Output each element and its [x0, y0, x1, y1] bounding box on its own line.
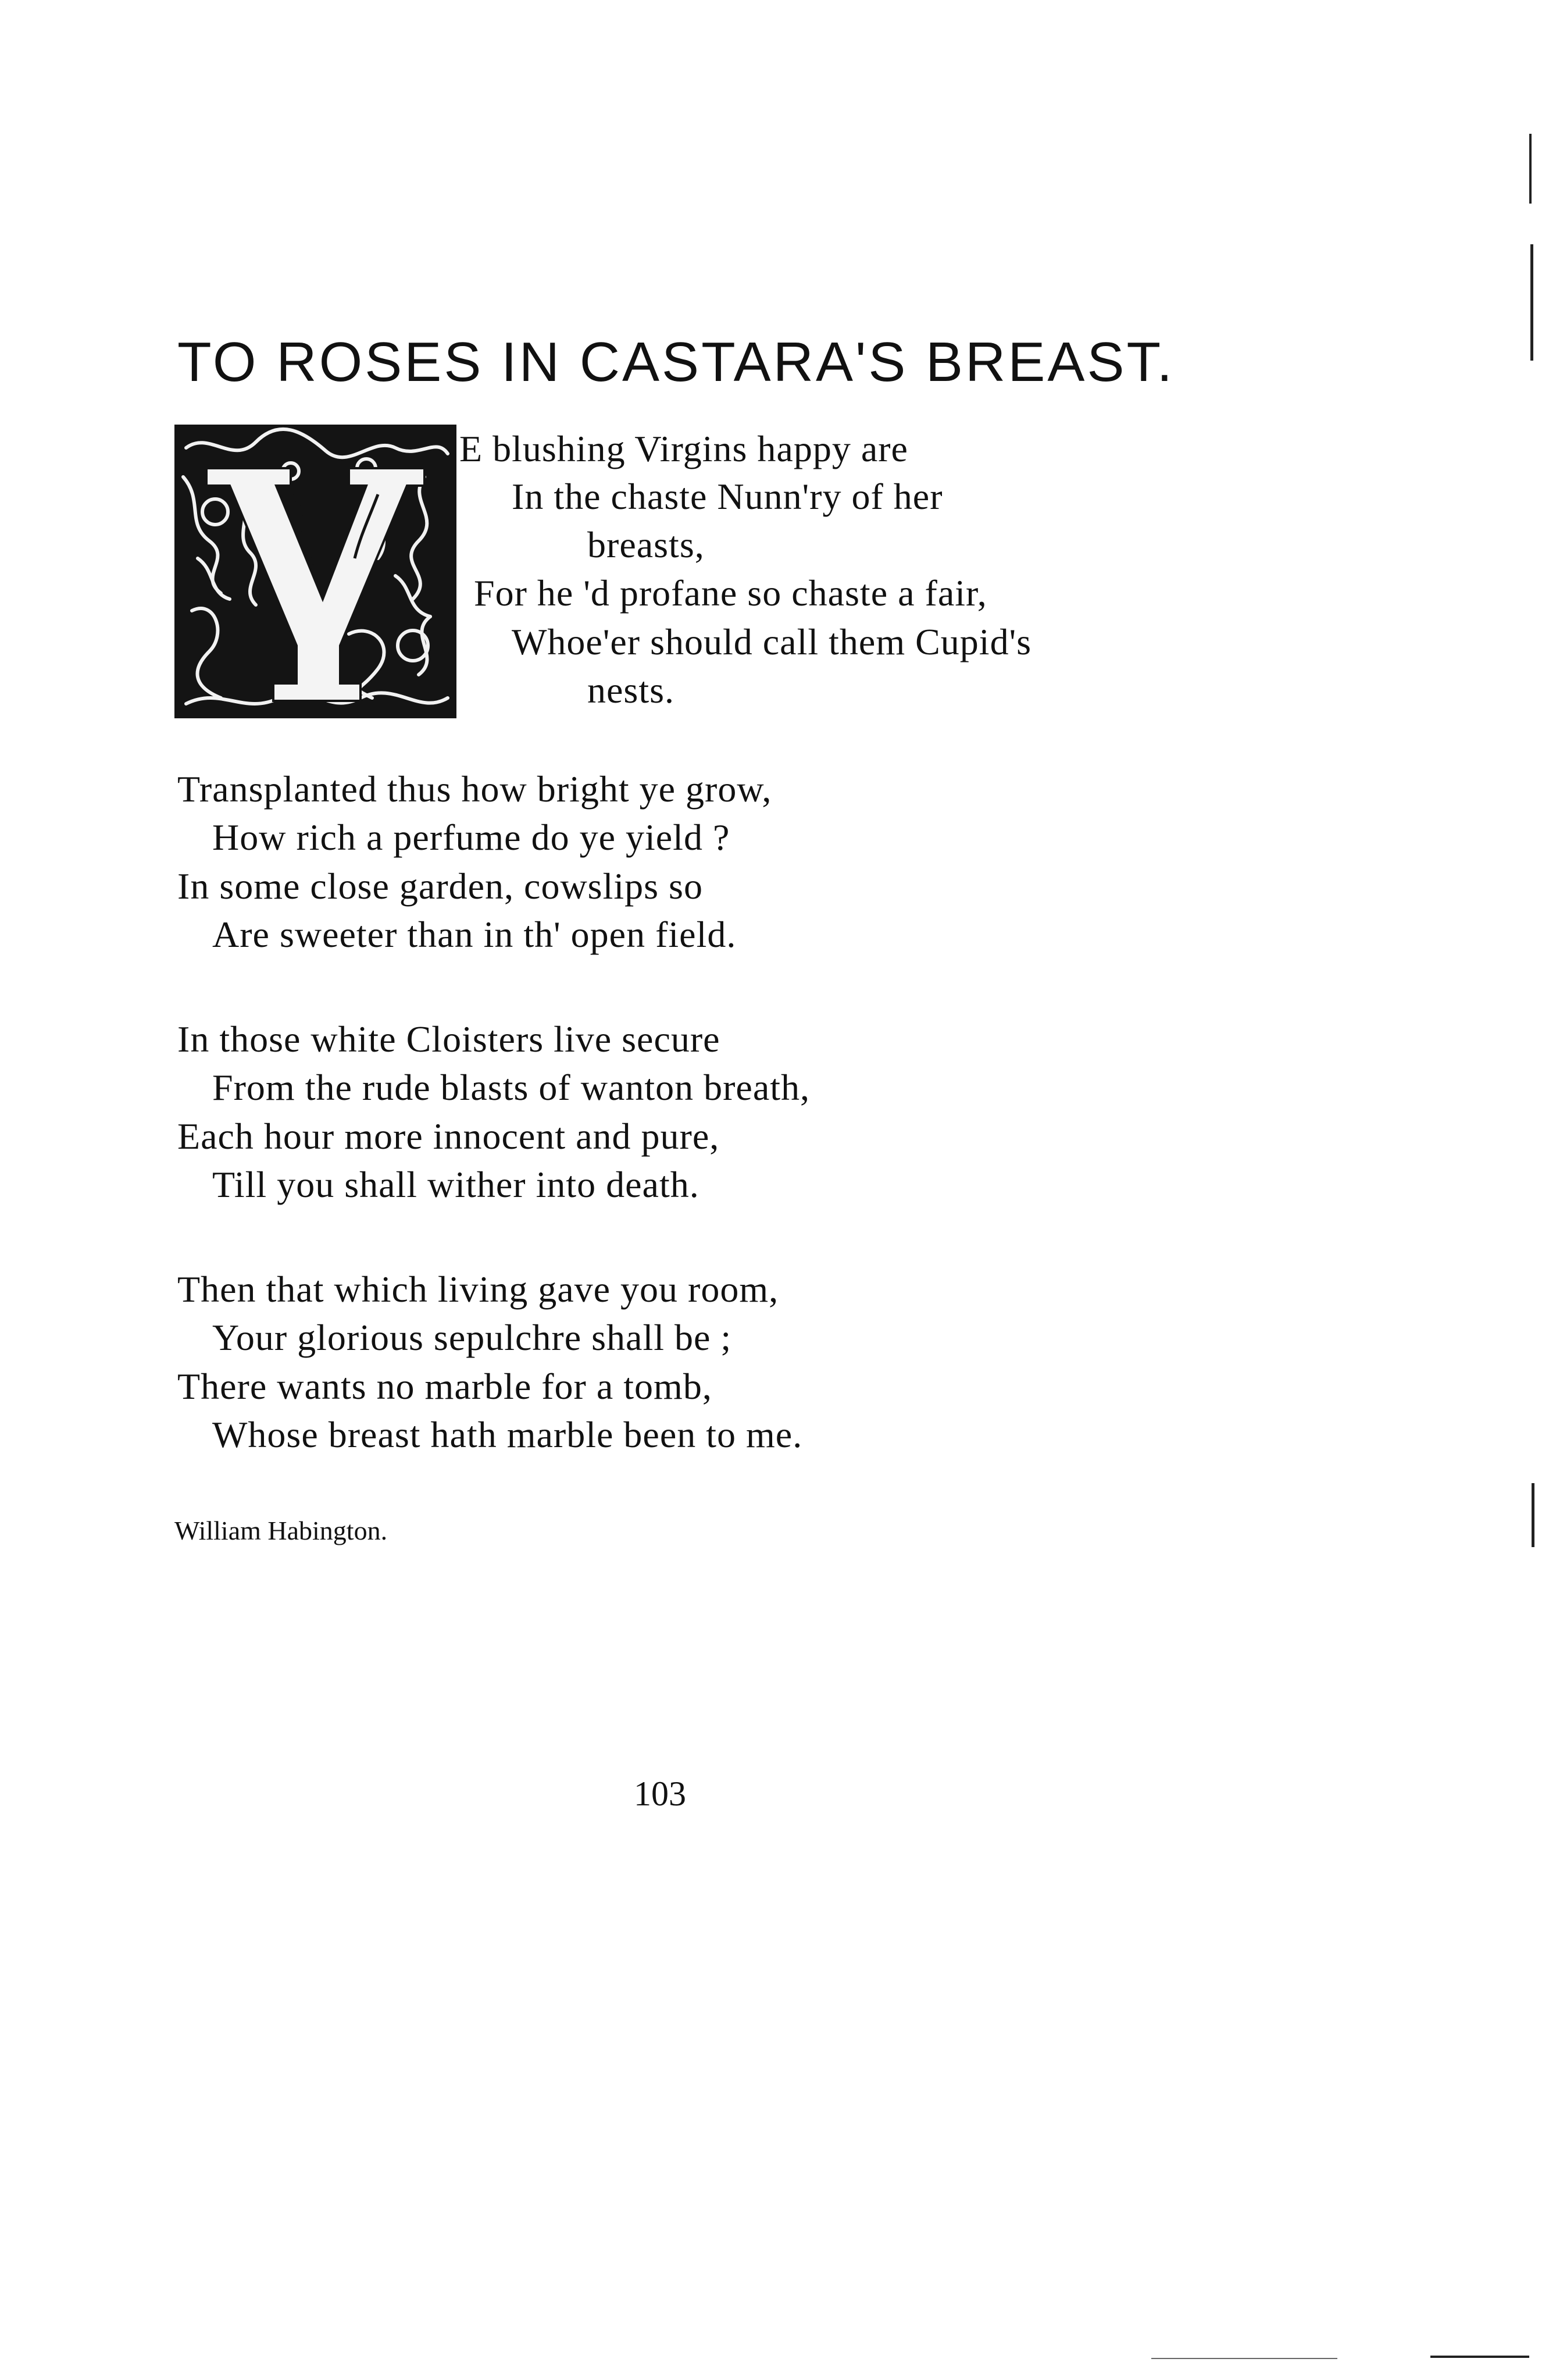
poem-line: In some close garden, cowslips so — [177, 865, 703, 907]
poem-line: nests. — [587, 669, 674, 711]
poem-line: E blushing Virgins happy are — [459, 428, 908, 469]
poem-line: Whoe'er should call them Cupid's — [512, 621, 1032, 662]
poem-line: Whose breast hath marble been to me. — [212, 1414, 803, 1455]
poem-line: Each hour more innocent and pure, — [177, 1116, 720, 1157]
poem-line: Transplanted thus how bright ye grow, — [177, 768, 772, 810]
poem-line: In the chaste Nunn'ry of her — [512, 476, 943, 517]
scan-edge-mark — [1532, 1483, 1534, 1547]
poem-title: TO ROSES IN CASTARA'S BREAST. — [177, 331, 1175, 393]
poem-line: How rich a perfume do ye yield ? — [212, 817, 730, 858]
scan-edge-mark — [1430, 2356, 1529, 2358]
poem-line: There wants no marble for a tomb, — [177, 1366, 712, 1407]
scan-edge-mark — [1530, 244, 1533, 361]
poem-line: Are sweeter than in th' open field. — [212, 914, 737, 955]
poem-line: Then that which living gave you room, — [177, 1269, 779, 1310]
scan-edge-mark — [1151, 2358, 1337, 2359]
scan-edge-mark — [1529, 134, 1532, 204]
poem-line: Till you shall wither into death. — [212, 1164, 699, 1205]
ornamental-drop-cap — [174, 425, 456, 718]
poem-line: breasts, — [587, 524, 705, 565]
poem-line: For he 'd profane so chaste a fair, — [474, 572, 987, 614]
page-number: 103 — [634, 1775, 686, 1813]
poem-line: From the rude blasts of wanton breath, — [212, 1067, 810, 1108]
poem-line: In those white Cloisters live secure — [177, 1018, 720, 1060]
poem-attribution: William Habington. — [174, 1516, 388, 1545]
poem-line: Your glorious sepulchre shall be ; — [212, 1317, 732, 1358]
